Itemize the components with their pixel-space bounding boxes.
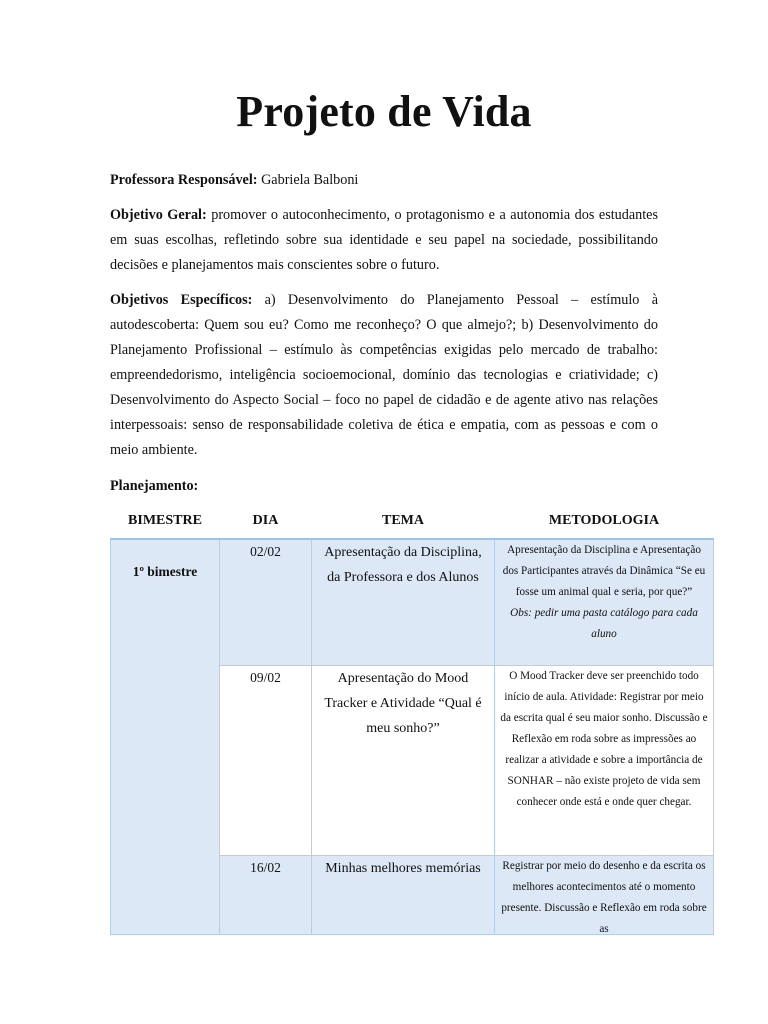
table-row <box>111 539 714 665</box>
metodologia-cell: O Mood Tracker deve ser preenchido todo início de aula. Atividade: Registrar por meio da escrita qual é seu maior sonho. Discussão e Reflexão em roda sobre as impressões ao realizar a atividade e sobre a importância de SONHAR – não existe projeto de vida sem conhecer onde está e onde quer chegar. <box>495 665 714 855</box>
objetivos-especificos-paragraph <box>110 288 658 463</box>
bimestre-cell <box>111 539 220 934</box>
metodologia-cell <box>495 855 714 934</box>
tema-cell: Apresentação do Mood Tracker e Atividade “Qual é meu sonho?” <box>312 665 495 855</box>
professora-name: Gabriela Balboni <box>261 172 359 188</box>
objetivo-geral-label: Objetivo Geral: <box>110 207 207 223</box>
professora-paragraph <box>110 168 658 193</box>
table-header-row <box>111 506 714 539</box>
objetivo-geral-text: promover o autoconhecimento, o protagonismo e a autonomia dos estudantes em suas escolhas, refletindo sobre sua identidade e seu papel na sociedade, possibilitando decisões e planejamentos mais conscientes sobre o futuro. <box>110 207 658 273</box>
professora-label: Professora Responsável: <box>110 172 258 188</box>
header-tema: TEMA <box>312 506 495 539</box>
metodologia-text: Apresentação da Disciplina e Apresentação dos Participantes através da Dinâmica “Se eu fosse um animal qual e seria, por que?” <box>502 544 706 598</box>
document-title: Projeto de Vida <box>236 87 532 136</box>
header-metodologia: METODOLOGIA <box>495 506 714 539</box>
bimestre-label: 1º bimestre <box>132 564 198 579</box>
metodologia-cell <box>495 539 714 665</box>
planejamento-heading: Planejamento: <box>110 478 199 494</box>
tema-cell: Minhas melhores memórias <box>312 855 495 934</box>
objetivos-especificos-text: a) Desenvolvimento do Planejamento Pessoal – estímulo à autodescoberta: Quem sou eu? Como me reconheço? O que almejo?; b) Desenvolvimento do Planejamento Profissional – estímulo às competências exigidas pelo mercado de trabalho: empreendedorismo, inteligência socioemocional, domínio das tecnologias e criatividade; c) Desenvolvimento do Aspecto Social – foco no papel de cidadão e de agente ativo nas relações interpessoais: senso de responsabilidade coletiva de ética e empatia, com as pessoas e com o meio ambiente. <box>110 292 658 458</box>
objetivos-especificos-label: Objetivos Específicos: <box>110 292 253 308</box>
header-bimestre: BIMESTRE <box>111 506 220 539</box>
planejamento-table <box>110 506 714 935</box>
dia-cell: 02/02 <box>220 539 312 665</box>
dia-cell: 09/02 <box>220 665 312 855</box>
dia-cell: 16/02 <box>220 855 312 934</box>
metodologia-text: Registrar por meio do desenho e da escrita os melhores acontecimentos até o momento presente. Discussão e Reflexão em roda sobre as <box>501 859 707 934</box>
metodologia-clip <box>499 856 709 934</box>
metodologia-obs: Obs: pedir uma pasta catálogo para cada aluno <box>510 607 698 640</box>
tema-cell: Apresentação da Disciplina, da Professora e dos Alunos <box>312 539 495 665</box>
objetivo-geral-paragraph <box>110 203 658 278</box>
header-dia: DIA <box>220 506 312 539</box>
